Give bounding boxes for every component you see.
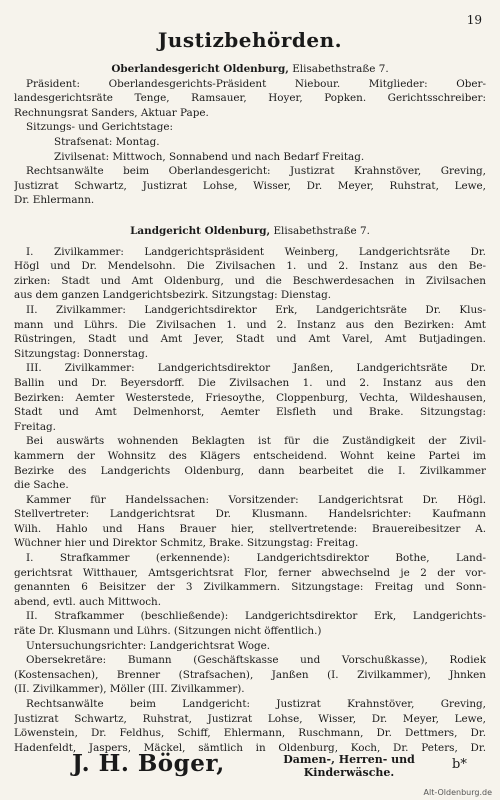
lg-section <box>14 224 486 755</box>
untersuchungsrichter: Untersuchungsrichter: Landgerichtsrat Woge. <box>26 639 271 652</box>
k3-line: III. Zivilkammer: Landgerichtsdirektor Janßen, Landgerichtsräte Dr. <box>26 362 486 375</box>
page-title: Justizbehörden. <box>157 28 343 52</box>
handel-line: Kammer für Handelssachen: Vorsitzender: Landgerichtsrat Dr. Högl. <box>26 493 486 506</box>
k1-line: zirken: Stadt und Amt Oldenburg, und die Beschwerdesachen in Zivilsachen <box>14 274 486 287</box>
lg-lawyers-line: Hadenfeldt, Jaspers, Mäckel, sämtlich in Oldenburg, Koch, Dr. Peters, Dr. <box>14 741 486 754</box>
lg-heading: Landgericht Oldenburg, Elisabethstraße 7. <box>130 225 370 237</box>
olg-lawyers-line: Justizrat Schwartz, Justizrat Lohse, Wisser, Dr. Meyer, Ruhstrat, Lewe, <box>14 179 486 192</box>
k1-line: I. Zivilkammer: Landgerichtspräsident Weinberg, Landgerichtsräte Dr. <box>26 245 486 258</box>
straf1-line: I. Strafkammer (erkennende): Landgerichtsdirektor Bothe, Land- <box>26 552 486 565</box>
obersekretaere-line: (II. Zivilkammer), Möller (III. Zivilkammer). <box>14 683 245 696</box>
page-number: 19 <box>466 13 482 27</box>
advertiser-description: Damen-, Herren- und Kinderwäsche. <box>283 753 415 779</box>
ausw-line: kammern der Wohnsitz des Klägers entscheidend. Wohnt keine Partei im <box>14 449 486 462</box>
k3-line: Bezirken: Aemter Westerstede, Friesoythe, Cloppenburg, Vechta, Wildeshausen, <box>14 391 486 404</box>
document-page <box>14 0 492 800</box>
ausw-line: die Sache. <box>14 479 69 492</box>
olg-days-label: Sitzungs- und Gerichtstage: <box>26 121 174 134</box>
olg-section <box>14 62 486 208</box>
k3-line: Freitag. <box>14 420 56 433</box>
k1-line: aus dem ganzen Landgerichtsbezirk. Sitzungstag: Dienstag. <box>14 289 332 302</box>
olg-heading: Oberlandesgericht Oldenburg, Elisabethstraße 7. <box>111 63 389 75</box>
straf1-line: abend, evtl. auch Mittwoch. <box>14 595 162 608</box>
ausw-line: Bei auswärts wohnenden Beklagten ist für die Zuständigkeit der Zivil- <box>26 435 486 448</box>
k2-line: Rüstringen, Stadt und Amt Jever, Stadt und Amt Varel, Amt Butjadingen. <box>14 333 486 346</box>
obersekretaere-line: Obersekretäre: Bumann (Geschäftskasse und Vorschußkasse), Rodiek <box>26 654 486 667</box>
k3-line: Stadt und Amt Delmenhorst, Aemter Elsfleth und Brake. Sitzungstag: <box>14 406 486 419</box>
lg-lawyers-line: Rechtsanwälte beim Landgericht: Justizrat Krahnstöver, Greving, <box>26 698 486 710</box>
olg-line: Präsident: Oberlandesgerichts-Präsident Niebour. Mitglieder: Ober- <box>26 77 486 90</box>
straf1-line: gerichtsrat Witthauer, Amtsgerichtsrat Flor, ferner abwechselnd je 2 der vor- <box>14 566 486 579</box>
straf2-line: räte Dr. Klusmann und Lührs. (Sitzungen nicht öffentlich.) <box>14 625 322 638</box>
olg-day: Strafsenat: Montag. <box>54 135 160 148</box>
olg-day: Zivilsenat: Mittwoch, Sonnabend und nach Bedarf Freitag. <box>54 150 365 163</box>
k2-line: Sitzungstag: Donnerstag. <box>14 347 149 360</box>
k1-line: Högl und Dr. Mendelsohn. Die Zivilsachen 1. und 2. Instanz aus den Be- <box>14 260 486 273</box>
ausw-line: Bezirke des Landgerichts Oldenburg, dann bearbeitet die I. Zivilkammer <box>14 464 486 477</box>
straf1-line: genannten 6 Beisitzer der 3 Zivilkammern. Sitzungstage: Freitag und Sonn- <box>14 581 486 594</box>
lg-lawyers-line: Justizrat Schwartz, Ruhstrat, Justizrat Lohse, Wisser, Dr. Meyer, Lewe, <box>14 712 486 725</box>
olg-lawyers-line: Rechtsanwälte beim Oberlandesgericht: Justizrat Krahnstöver, Greving, <box>26 165 486 178</box>
straf2-line: II. Strafkammer (beschließende): Landgerichtsdirektor Erk, Landgerichts- <box>26 610 486 623</box>
k2-line: II. Zivilkammer: Landgerichtsdirektor Erk, Landgerichtsräte Dr. Klus- <box>26 303 486 316</box>
advertisement <box>14 748 486 782</box>
handel-line: Wilh. Hahlo und Hans Brauer hier, stellvertretende: Brauereibesitzer A. <box>14 522 486 535</box>
printer-signature: b* <box>452 757 467 772</box>
advertiser-name: J. H. Böger, <box>72 750 225 777</box>
olg-line: Rechnungsrat Sanders, Aktuar Pape. <box>14 106 209 119</box>
handel-line: Stellvertreter: Landgerichtsrat Dr. Klusmann. Handelsrichter: Kaufmann <box>14 508 486 521</box>
handel-line: Wüchner hier und Direktor Schmitz, Brake. Sitzungstag: Freitag. <box>14 537 359 550</box>
lg-lawyers-line: Löwenstein, Dr. Feldhus, Schiff, Ehlermann, Ruschmann, Dr. Dettmers, Dr. <box>14 727 486 740</box>
k2-line: mann und Lührs. Die Zivilsachen 1. und 2. Instanz aus den Bezirken: Amt <box>14 318 486 331</box>
k3-line: Ballin und Dr. Beyersdorff. Die Zivilsachen 1. und 2. Instanz aus den <box>14 376 486 389</box>
olg-line: landesgerichtsräte Tenge, Ramsauer, Hoyer, Popken. Gerichtsschreiber: <box>14 92 486 105</box>
olg-lawyers-line: Dr. Ehlermann. <box>14 194 95 207</box>
obersekretaere-line: (Kostensachen), Brenner (Strafsachen), Janßen (I. Zivilkammer), Jhnken <box>14 668 486 681</box>
watermark: Alt-Oldenburg.de <box>423 788 492 797</box>
